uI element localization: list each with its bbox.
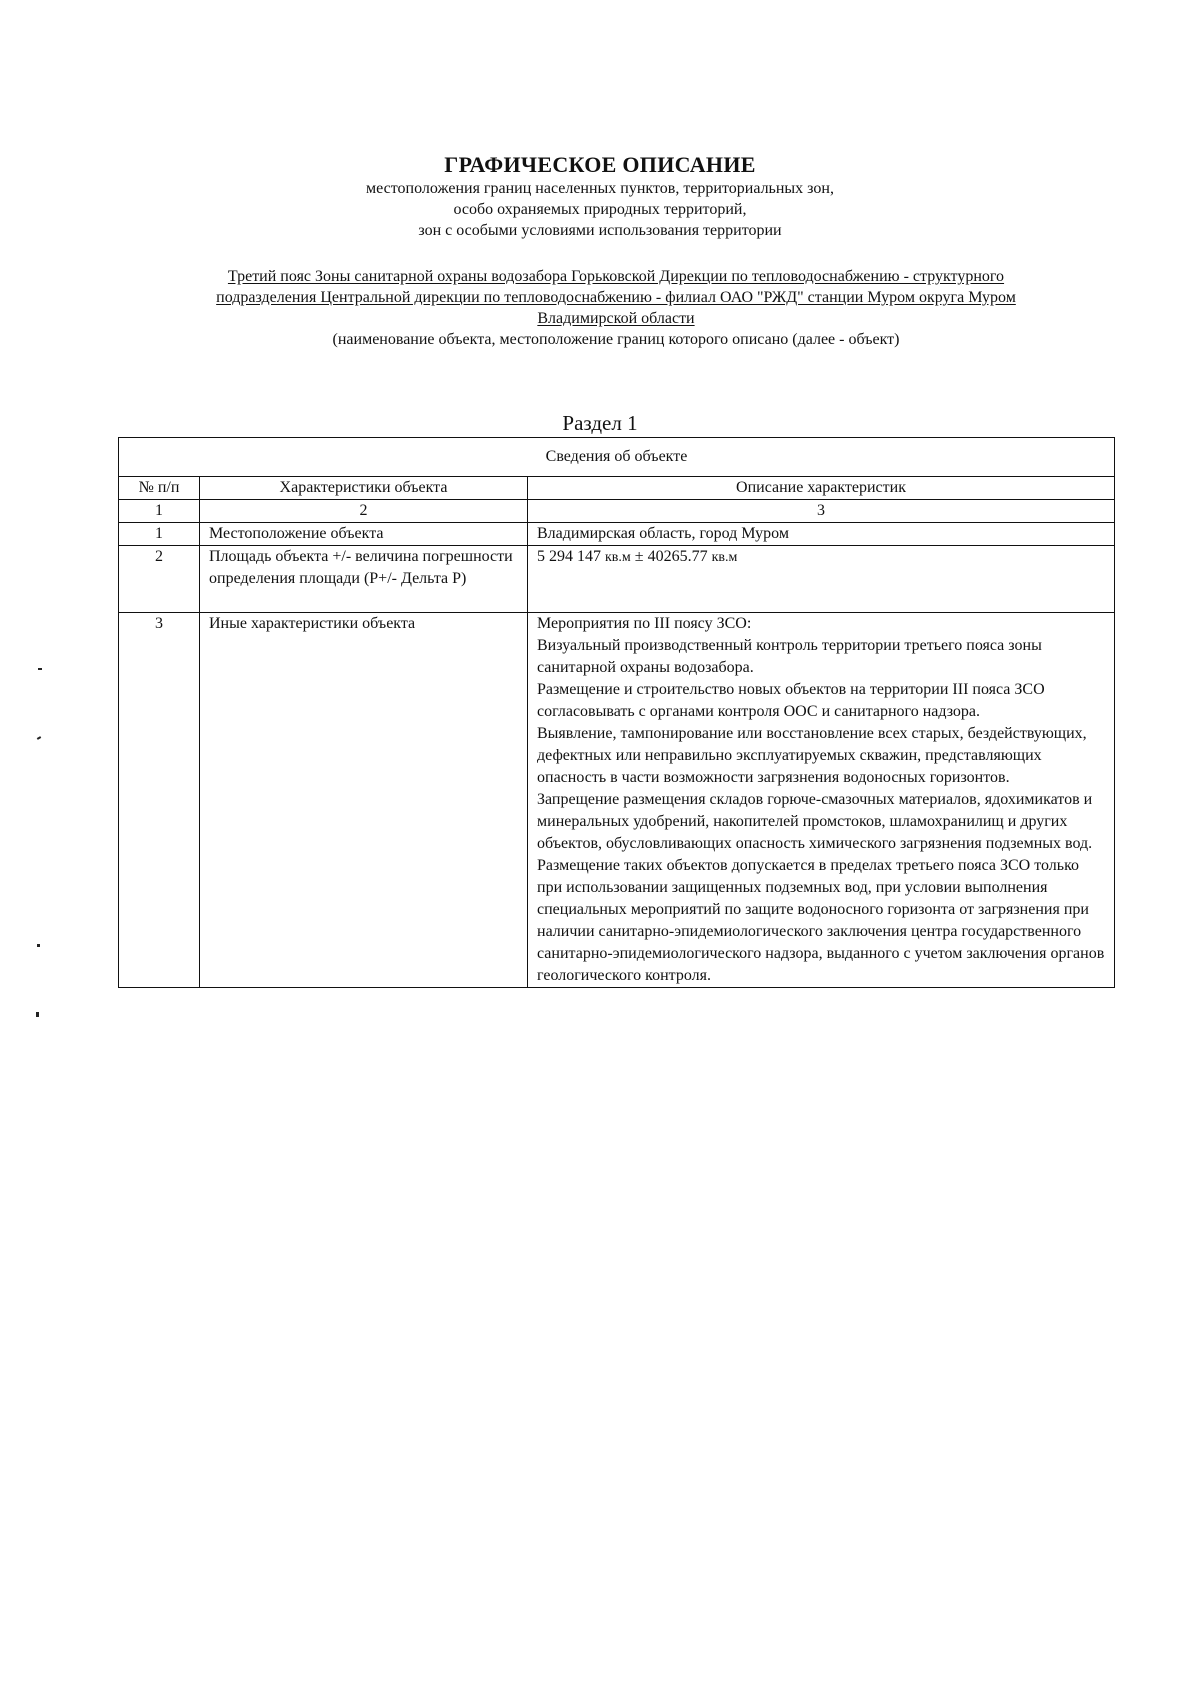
row-characteristic: Местоположение объекта <box>200 523 528 546</box>
object-name-line: подразделения Центральной дирекции по тепловодоснабжению - филиал ОАО "РЖД" станции Муром округа Муром <box>216 289 1016 306</box>
column-number: 1 <box>119 500 200 523</box>
scan-mark <box>37 944 40 947</box>
document-title: ГРАФИЧЕСКОЕ ОПИСАНИЕ <box>444 152 756 177</box>
column-header-num: № п/п <box>119 477 200 500</box>
description-paragraph: Выявление, тампонирование или восстановление всех старых, бездействующих, дефектных или неправильно эксплуатируемых скважин, представляющих опасность в части возможности загрязнения водоносных горизонтов. <box>537 725 1087 786</box>
description-paragraph: Мероприятия по III поясу ЗСО: <box>537 615 752 632</box>
plus-minus-sign: ± <box>634 548 644 565</box>
document-header <box>0 152 1200 241</box>
column-header-characteristic: Характеристики объекта <box>200 477 528 500</box>
row-number: 3 <box>119 613 200 988</box>
row-number: 1 <box>119 523 200 546</box>
subtitle-line: местоположения границ населенных пунктов, территориальных зон, <box>366 180 834 197</box>
description-paragraph: Размещение таких объектов допускается в пределах третьего пояса ЗСО только при использовании защищенных подземных вод, при условии выполнения специальных мероприятий по защите водоносного горизонта от загрязнения при наличии санитарно-эпидемиологического заключения центра государственного санитарно-эпидемиологического надзора, выданного с учетом заключения органов геологического контроля. <box>537 857 1105 984</box>
column-number-row <box>119 500 1115 523</box>
area-error-unit: кв.м <box>711 550 738 565</box>
subtitle-line: зон с особыми условиями использования территории <box>418 222 782 239</box>
table-header-row <box>119 477 1115 500</box>
scan-mark <box>36 1012 39 1017</box>
table-row <box>119 613 1115 988</box>
table-row <box>119 546 1115 613</box>
column-number: 2 <box>200 500 528 523</box>
object-name-line: Третий пояс Зоны санитарной охраны водозабора Горьковской Дирекции по тепловодоснабжению - структурного <box>227 268 1005 285</box>
scan-mark <box>38 668 42 670</box>
table-caption-row <box>119 438 1115 477</box>
table-row <box>119 523 1115 546</box>
row-description: Владимирская область, город Муром <box>528 523 1115 546</box>
object-info-table <box>118 437 1115 988</box>
object-name-caption: (наименование объекта, местоположение границ которого описано (далее - объект) <box>332 331 900 348</box>
object-name-line: Владимирской области <box>537 310 695 327</box>
column-number: 3 <box>528 500 1115 523</box>
description-paragraph: Визуальный производственный контроль территории третьего пояса зоны санитарной охраны водозабора. <box>537 637 1042 676</box>
object-name-block <box>126 266 1106 350</box>
table-caption: Сведения об объекте <box>119 438 1115 477</box>
subtitle-line: особо охраняемых природных территорий, <box>453 201 747 218</box>
column-header-description: Описание характеристик <box>528 477 1115 500</box>
section-title: Раздел 1 <box>562 411 638 435</box>
row-characteristic: Площадь объекта +/- величина погрешности определения площади (Р+/- Дельта Р) <box>200 546 528 613</box>
area-value: 5 294 147 <box>537 548 601 565</box>
area-unit: кв.м <box>605 550 631 565</box>
area-error-value: 40265.77 <box>647 548 708 565</box>
row-description <box>528 546 1115 613</box>
row-number: 2 <box>119 546 200 613</box>
row-characteristic: Иные характеристики объекта <box>200 613 528 988</box>
scan-mark <box>37 736 41 740</box>
row-description <box>528 613 1115 988</box>
description-paragraph: Запрещение размещения складов горюче-смазочных материалов, ядохимикатов и минеральных удобрений, накопителей промстоков, шламохранилищ и других объектов, обусловливающих опасность химического загрязнения подземных вод. <box>537 791 1093 852</box>
description-paragraph: Размещение и строительство новых объектов на территории III пояса ЗСО согласовывать с органами контроля ООС и санитарного надзора. <box>537 681 1045 720</box>
